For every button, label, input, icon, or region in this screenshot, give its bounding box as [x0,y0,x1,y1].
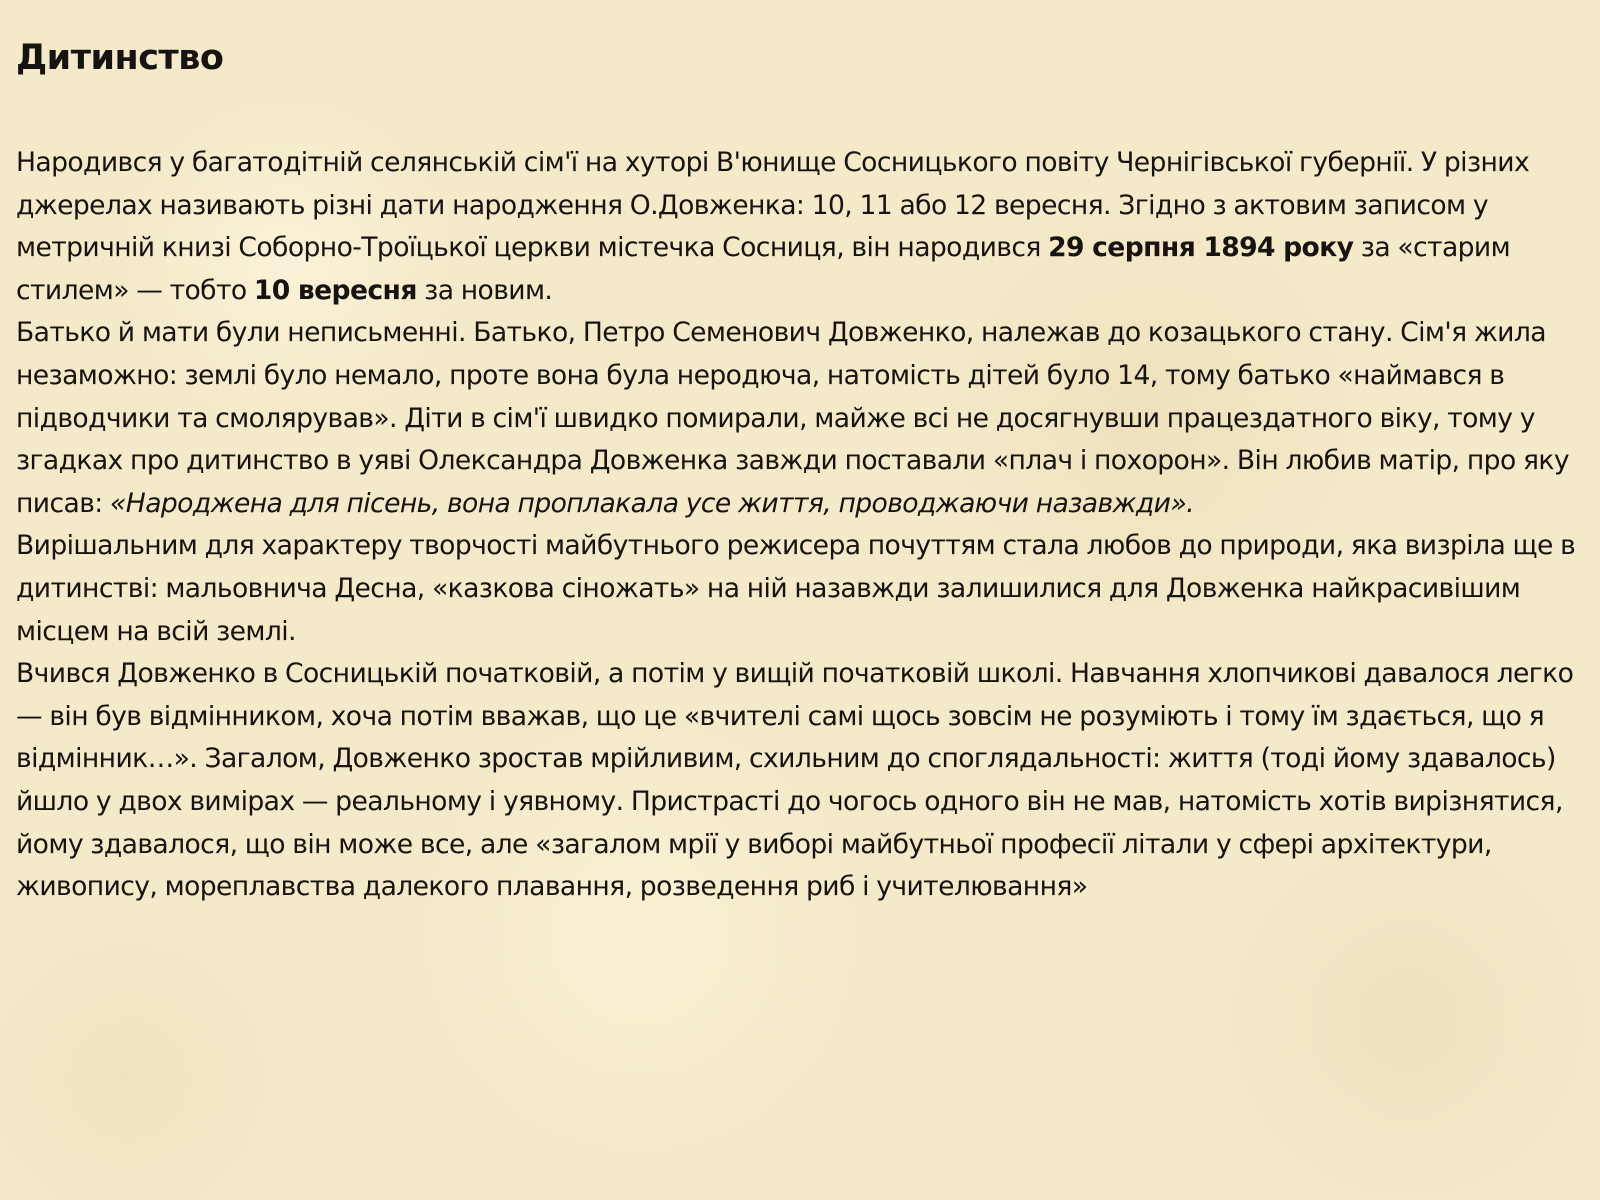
paragraph-family [16,312,1578,525]
mother-quote: «Народжена для пісень, вона проплакала усе життя, проводжаючи назавжди». [109,487,1195,519]
paragraph-school: Вчився Довженко в Сосницькій початковій, а потім у вищій початковій школі. Навчання хлопчикові давалося легко — він був відмінником, хоча потім вважав, що це «вчителі самі щось зовсім не розуміють і тому їм здається, що я відмінник…». Загалом, Довженко зростав мрійливим, схильним до споглядальності: життя (тоді йому здавалось) йшло у двох вимірах — реальному і уявному. Пристрасті до чогось одного він не мав, натомість хотів вирізнятися, йому здавалося, що він може все, але «загалом мрії у виборі майбутньої професії літали у сфері архітектури, живопису, мореплавства далекого плавання, розведення риб і учителювання» [16,658,1574,903]
paragraph-birth-text-2: за «старим стилем» — тобто [16,232,1511,306]
paragraph-birth [16,142,1578,312]
text-body [16,142,1578,909]
paragraph-birth-text-3: за новим. [416,274,553,306]
paragraph-nature: Вирішальним для характеру творчості майбутнього режисера почуттям стала любов до природи, яка визріла ще в дитинстві: мальовнича Десна, «казкова сіножать» на ній назавжди залишилися для Довженка найкрасивішим місцем на всій землі. [16,530,1576,647]
birth-date-old-style: 29 серпня 1894 року [1048,232,1354,264]
paragraph-birth-text: Народився у багатодітній селянській сім'ї на хуторі В'юнище Сосницького повіту Чернігівської губернії. У різних джерелах називають різні дати народження О.Довженка: 10, 11 або 12 вересня. Згідно з актовим записом у метричній книзі Соборно-Троїцької церкви містечка Сосниця, він народився [16,147,1530,264]
page-title: Дитинство [16,38,224,78]
birth-date-new-style: 10 вересня [253,274,417,306]
paragraph-family-text: Батько й мати були неписьменні. Батько, Петро Семенович Довженко, належав до козацького стану. Сім'я жила незаможно: землі було немало, проте вона була неродюча, натомість дітей було 14, тому батько «наймався в підводчики та смолярував». Діти в сім'ї швидко помирали, майже всі не досягнувши працездатного віку, тому у згадках про дитинство в уяві Олександра Довженка завжди поставали «плач і похорон». Він любив матір, про яку писав: [16,317,1569,519]
